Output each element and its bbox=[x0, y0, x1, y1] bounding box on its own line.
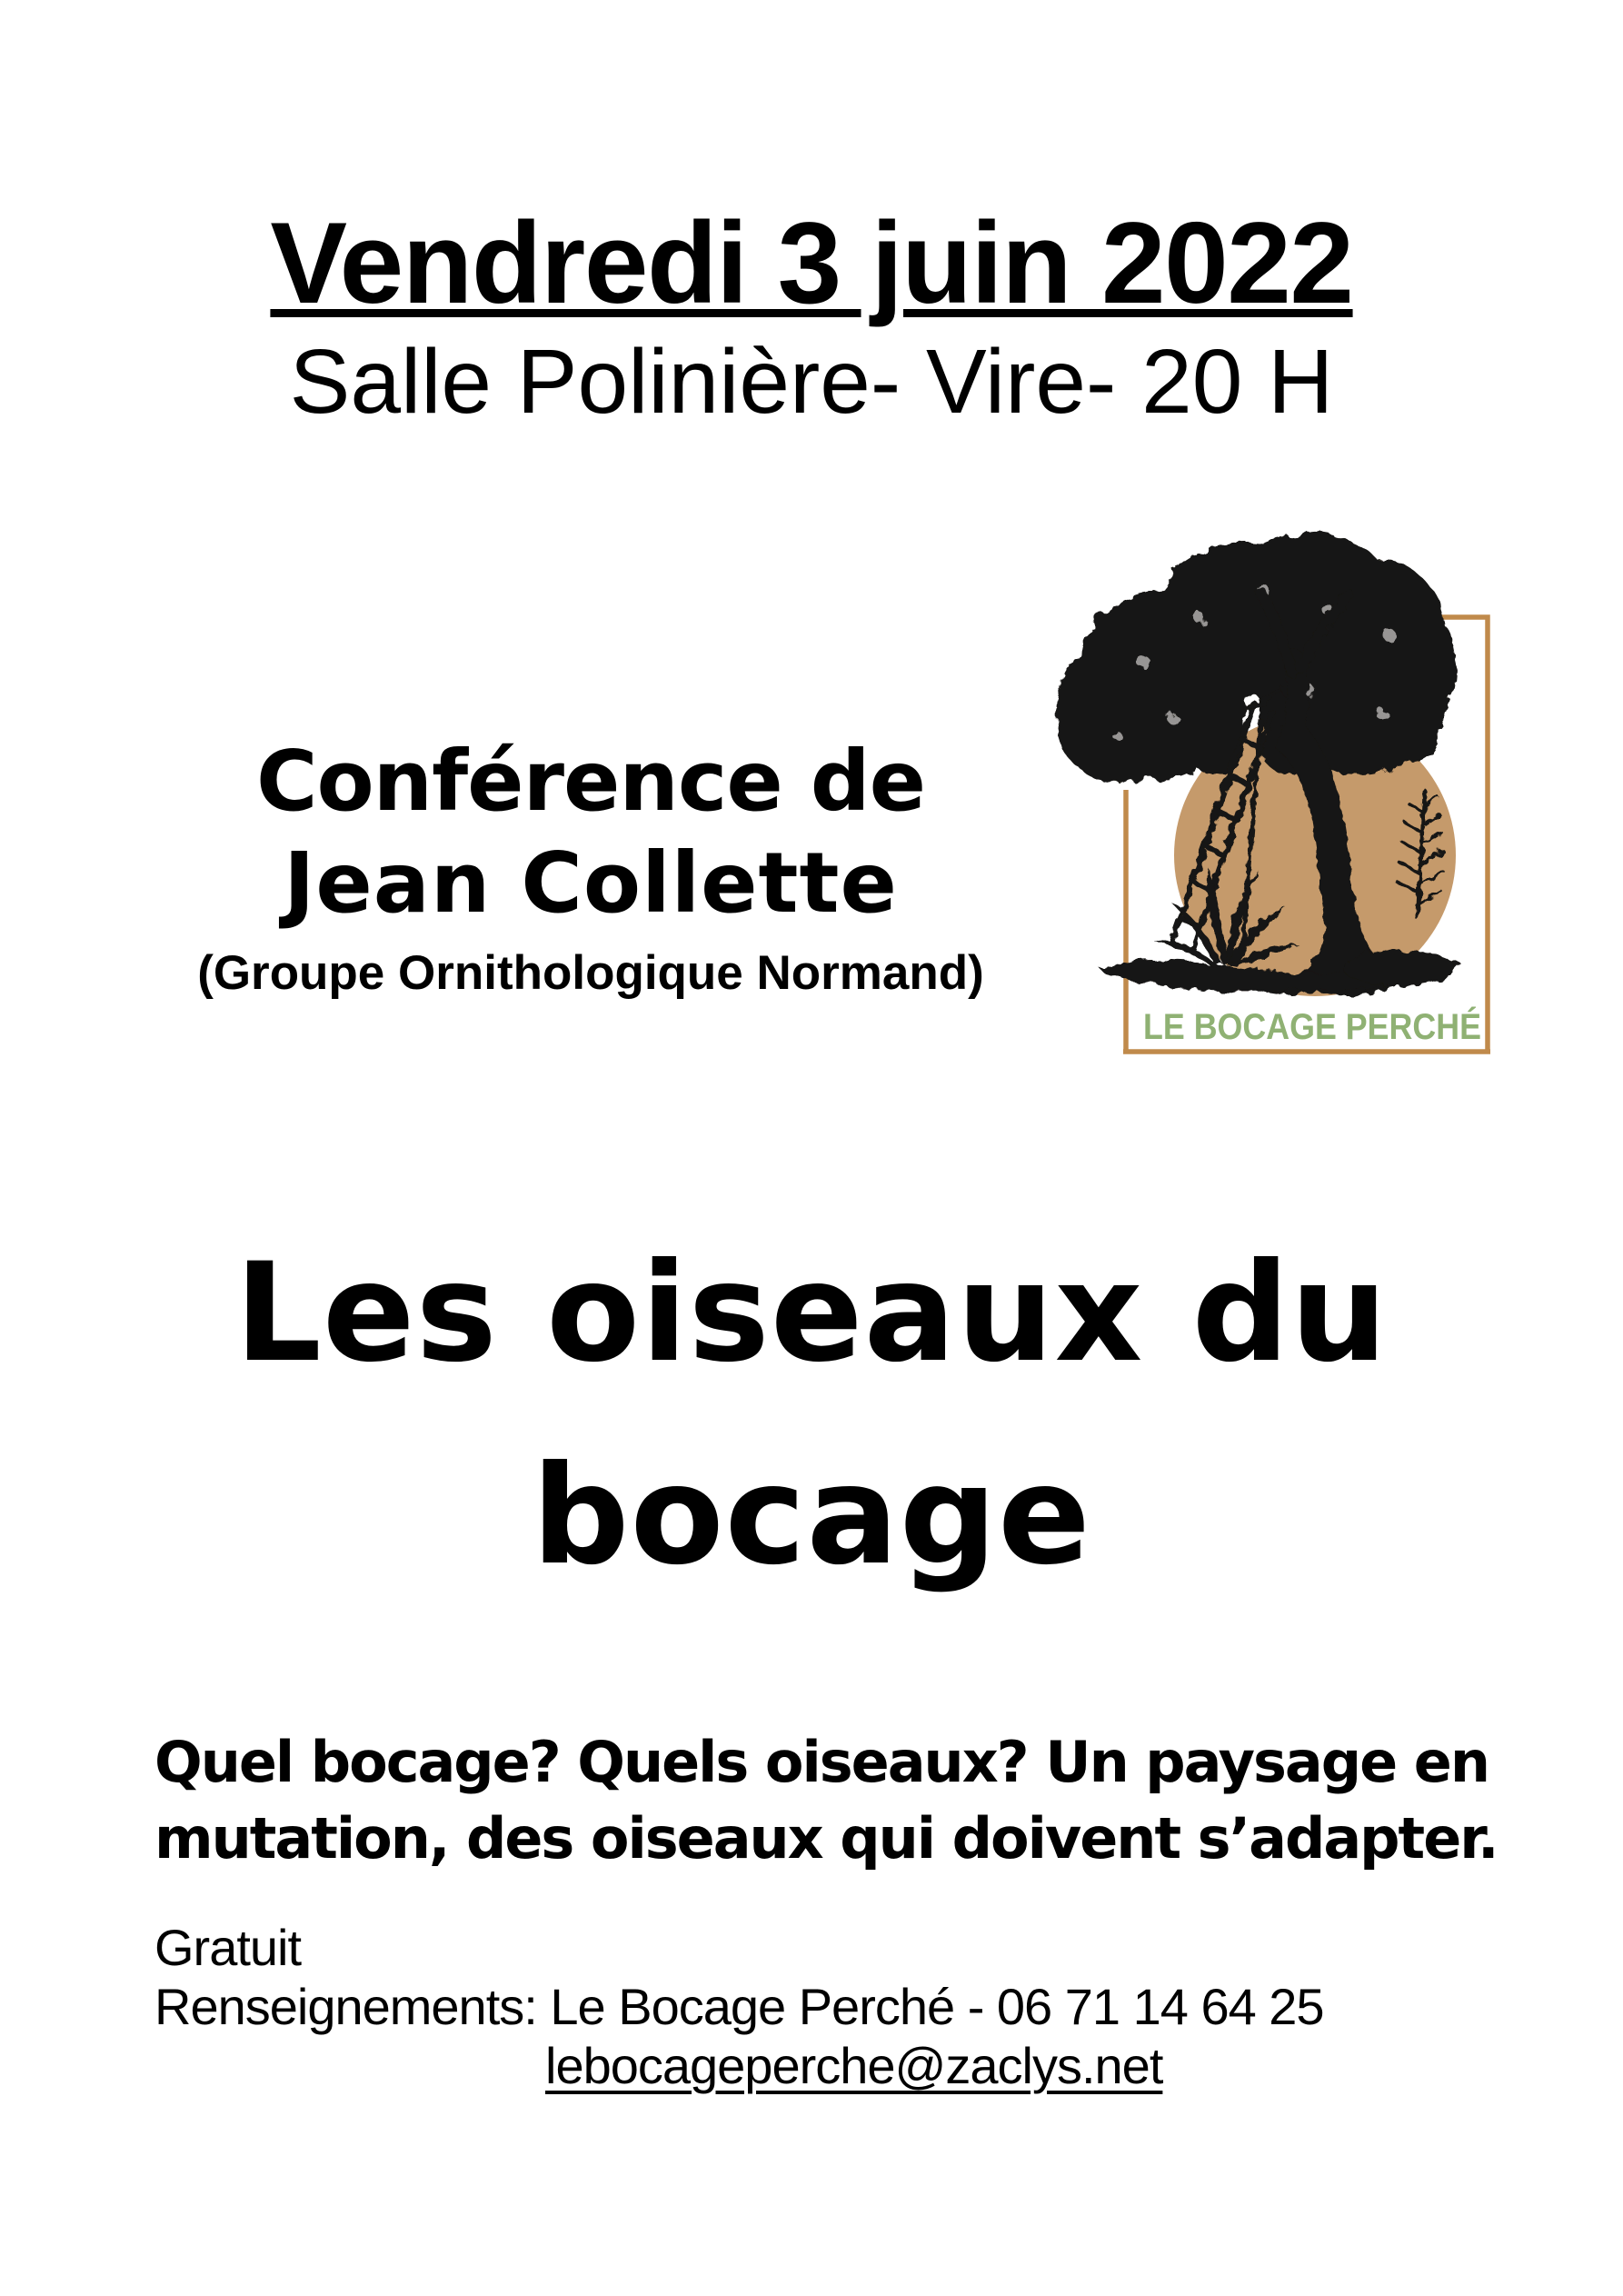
event-venue-line: Salle Polinière- Vire- 20 H bbox=[289, 331, 1334, 433]
bocage-perche-logo bbox=[1036, 509, 1508, 1073]
contact-email-link[interactable]: lebocageperche@zaclys.net bbox=[545, 2037, 1163, 2094]
main-title-line-1: Les oiseaux du bbox=[234, 1234, 1389, 1393]
main-title-line-2: bocage bbox=[532, 1437, 1091, 1595]
tree-logo-illustration bbox=[1036, 509, 1508, 1073]
conference-intro: Conférence de bbox=[255, 733, 926, 830]
conference-speaker: Jean Collette bbox=[284, 834, 898, 932]
event-date-title: Vendredi 3 juin 2022 bbox=[270, 198, 1353, 327]
description-line-1: Quel bocage? Quels oiseaux? Un paysage en bbox=[154, 1729, 1489, 1795]
description-line-2: mutation, des oiseaux qui doivent s’adapter. bbox=[154, 1805, 1498, 1872]
logo-caption: LE BOCAGE PERCHÉ bbox=[1143, 1007, 1508, 1047]
free-admission-label: Gratuit bbox=[154, 1919, 302, 1976]
conference-organization: (Groupe Ornithologique Normand) bbox=[197, 946, 984, 1000]
contact-info-line: Renseignements: Le Bocage Perché - 06 71 14 64 25 bbox=[154, 1978, 1324, 2035]
